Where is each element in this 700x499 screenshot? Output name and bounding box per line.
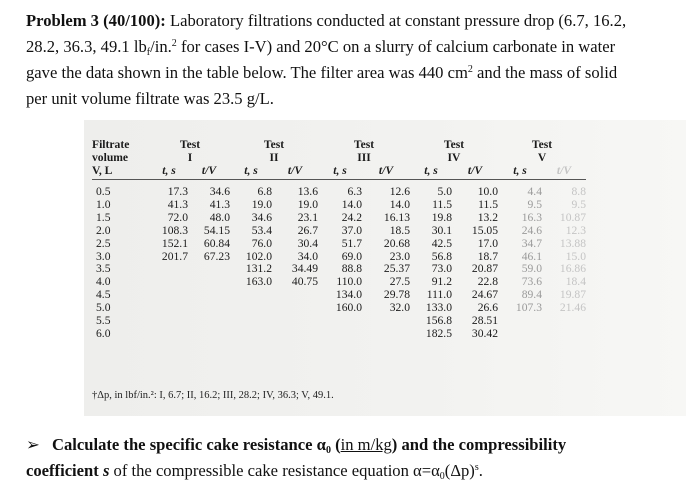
table-cell xyxy=(272,289,318,302)
units-text: in m/kg xyxy=(340,435,392,454)
test-3-ratio-header: t/V xyxy=(362,164,410,180)
table-cell: 19.87 xyxy=(559,288,586,302)
table-cell: 30.42 xyxy=(471,326,498,340)
test-5-header: Test V xyxy=(531,138,553,164)
table-cell: 16.86 xyxy=(559,262,586,276)
test-1-header: Test I xyxy=(179,138,201,164)
volume-cell: 0.5 xyxy=(96,185,111,198)
table-cell: 76.0 xyxy=(251,236,272,250)
test-2-time-header: t, s xyxy=(230,164,272,180)
test-5-time-header: t, s xyxy=(498,164,542,180)
test-4-header: Test IV xyxy=(443,138,465,164)
table-cell: 9.5 xyxy=(527,197,542,211)
table-cell xyxy=(188,315,230,328)
table-footnote: †Δp, in lbf/in.²: I, 6.7; II, 16.2; III, 28.2; IV, 36.3; V, 49.1. xyxy=(92,390,334,401)
table-cell: 34.6 xyxy=(209,185,230,198)
problem-heading: Problem 3 (40/100): xyxy=(26,11,166,30)
table-row xyxy=(92,225,586,238)
table-cell: 67.23 xyxy=(203,249,230,263)
table-cell: 25.37 xyxy=(383,262,410,276)
table-cell: 34.0 xyxy=(297,249,318,263)
volume-cell: 1.0 xyxy=(96,197,111,211)
table-cell: 12.6 xyxy=(389,185,410,198)
table-cell: 22.8 xyxy=(477,275,498,289)
test-5-ratio-header: t/V xyxy=(542,164,586,180)
table-cell: 23.0 xyxy=(389,249,410,263)
volume-cell: 2.5 xyxy=(96,236,111,250)
table-cell: 24.6 xyxy=(521,223,542,237)
table-cell: 133.0 xyxy=(425,301,452,315)
table-cell: 34.49 xyxy=(291,262,318,276)
volume-cell: 3.0 xyxy=(96,249,111,263)
table-cell xyxy=(542,328,586,341)
table-cell: 42.5 xyxy=(431,236,452,250)
table-cell xyxy=(362,328,410,341)
table-cell: 24.2 xyxy=(341,210,362,224)
table-cell: 53.4 xyxy=(251,223,272,237)
table-cell: 21.46 xyxy=(559,301,586,315)
problem-line-3: gave the data shown in the table below. The filter area was 440 $cm^2$ and the mass of solid xyxy=(26,63,618,82)
problem-line-1: Problem 3 (40/100): Laboratory filtrations conducted at constant pressure drop (6.7, 16.2, xyxy=(26,11,627,30)
table-cell: 12.3 xyxy=(565,223,586,237)
table-cell xyxy=(272,328,318,341)
volume-cell: 4.0 xyxy=(96,275,111,289)
table-header-row xyxy=(92,138,586,164)
table-cell: 6.3 xyxy=(347,185,362,198)
table-cell: 19.8 xyxy=(431,210,452,224)
table-cell xyxy=(272,315,318,328)
table-cell: 5.0 xyxy=(437,185,452,198)
test-1-ratio-header: t/V xyxy=(188,164,230,180)
table-cell: 18.5 xyxy=(389,223,410,237)
table-cell xyxy=(150,263,188,276)
table-cell: 27.5 xyxy=(389,275,410,289)
table-cell xyxy=(188,263,230,276)
table-cell xyxy=(150,315,188,328)
table-cell: 34.6 xyxy=(251,210,272,224)
table-cell xyxy=(150,328,188,341)
table-cell: 48.0 xyxy=(209,210,230,224)
test-4-ratio-header: t/V xyxy=(452,164,498,180)
table-cell xyxy=(230,328,272,341)
table-cell: 20.68 xyxy=(383,236,410,250)
table-cell: 102.0 xyxy=(245,249,272,263)
volume-cell: 3.5 xyxy=(96,262,111,276)
table-cell: 110.0 xyxy=(336,275,362,289)
table-cell: 60.84 xyxy=(203,236,230,250)
problem-line-4: per unit volume filtrate was 23.5 g/L. xyxy=(26,89,274,108)
table-cell: 9.5 xyxy=(571,197,586,211)
table-row xyxy=(92,328,586,341)
bullet-arrow-icon: ➢ xyxy=(26,435,40,454)
question: ➢ Calculate the specific cake resistance $\alpha_0$ (in m/kg) and the compressibility coefficient s of the compressible cake resistance equation $\alpha=\alpha_0(\Delta p)^s$. xyxy=(26,432,686,484)
problem-statement xyxy=(26,8,686,112)
table-cell: 17.3 xyxy=(167,185,188,198)
table-row xyxy=(92,212,586,225)
table-cell: 18.4 xyxy=(565,275,586,289)
table-cell: 73.6 xyxy=(521,275,542,289)
table-cell: 46.1 xyxy=(521,249,542,263)
table-cell: 163.0 xyxy=(245,275,272,289)
table-cell: 73.0 xyxy=(431,262,452,276)
table-cell: 14.0 xyxy=(341,197,362,211)
table-cell: 88.8 xyxy=(341,262,362,276)
table-cell: 156.8 xyxy=(425,314,452,328)
table-cell xyxy=(230,315,272,328)
table-cell xyxy=(272,302,318,315)
table-cell: 19.0 xyxy=(251,197,272,211)
table-cell: 160.0 xyxy=(335,301,362,315)
table-cell: 131.2 xyxy=(245,262,272,276)
table-row xyxy=(92,238,586,251)
table-cell: 30.1 xyxy=(431,223,452,237)
table-cell: 10.0 xyxy=(477,185,498,198)
table-cell: 15.05 xyxy=(471,223,498,237)
table-cell: 182.5 xyxy=(425,326,452,340)
table-cell: 14.0 xyxy=(389,197,410,211)
table-cell: 30.4 xyxy=(297,236,318,250)
volume-cell: 6.0 xyxy=(96,326,111,340)
table-cell xyxy=(188,276,230,289)
table-cell: 107.3 xyxy=(515,301,542,315)
table-row xyxy=(92,251,586,264)
test-2-ratio-header: t/V xyxy=(272,164,318,180)
table-cell: 16.13 xyxy=(383,210,410,224)
table-cell: 23.1 xyxy=(297,210,318,224)
volume-cell: 5.0 xyxy=(96,301,111,315)
table-cell xyxy=(542,315,586,328)
table-cell: 111.0 xyxy=(426,288,452,302)
table-cell: 56.8 xyxy=(431,249,452,263)
table-cell: 51.7 xyxy=(341,236,362,250)
table-cell: 13.88 xyxy=(559,236,586,250)
table-cell: 17.0 xyxy=(477,236,498,250)
table-cell: 59.0 xyxy=(521,262,542,276)
table-cell: 108.3 xyxy=(161,223,188,237)
table-cell xyxy=(362,315,410,328)
table-cell xyxy=(150,276,188,289)
table-cell: 41.3 xyxy=(167,197,188,211)
table-body xyxy=(92,180,586,341)
table-row xyxy=(92,315,586,328)
table-cell: 89.4 xyxy=(521,288,542,302)
table-cell: 37.0 xyxy=(341,223,362,237)
problem-line-2: 28.2, 36.3, 49.1 $lb_f/in.^2$ for cases I-V) and 20°C on a slurry of calcium carbonate in water xyxy=(26,37,616,58)
table-cell: 11.5 xyxy=(432,197,452,211)
test-4-time-header: t, s xyxy=(410,164,452,180)
volume-cell: 4.5 xyxy=(96,288,111,302)
table-subheader-row xyxy=(92,164,586,180)
table-cell: 11.5 xyxy=(478,197,498,211)
table-cell xyxy=(150,302,188,315)
table-cell: 24.67 xyxy=(471,288,498,302)
table-row xyxy=(92,302,586,315)
table-cell xyxy=(188,328,230,341)
table-row xyxy=(92,199,586,212)
table-cell: 41.3 xyxy=(209,197,230,211)
table-cell: 40.75 xyxy=(291,275,318,289)
volume-unit-header: V, L xyxy=(92,164,150,180)
data-table-photo xyxy=(84,120,686,416)
table-cell xyxy=(188,289,230,302)
table-cell: 29.78 xyxy=(383,288,410,302)
table-cell: 18.7 xyxy=(477,249,498,263)
test-3-header: Test III xyxy=(353,138,375,164)
table-cell: 34.7 xyxy=(521,236,542,250)
table-cell: 32.0 xyxy=(389,301,410,315)
table-cell: 134.0 xyxy=(335,288,362,302)
table-cell: 54.15 xyxy=(203,223,230,237)
table-cell: 8.8 xyxy=(571,185,586,198)
table-cell xyxy=(498,315,542,328)
table-cell: 201.7 xyxy=(161,249,188,263)
table-cell: 16.3 xyxy=(521,210,542,224)
table-cell: 15.0 xyxy=(565,249,586,263)
table-cell: 20.87 xyxy=(471,262,498,276)
volume-cell: 1.5 xyxy=(96,210,111,224)
table-cell: 26.6 xyxy=(477,301,498,315)
table-cell: 72.0 xyxy=(167,210,188,224)
table-cell xyxy=(150,289,188,302)
filtrate-volume-header: Filtrate volume xyxy=(92,138,130,164)
test-1-time-header: t, s xyxy=(150,164,188,180)
table-cell: 26.7 xyxy=(297,223,318,237)
table-cell xyxy=(498,328,542,341)
filtration-data-table xyxy=(92,138,586,341)
table-cell xyxy=(230,302,272,315)
table-cell: 69.0 xyxy=(341,249,362,263)
test-2-header: Test II xyxy=(263,138,285,164)
table-cell: 91.2 xyxy=(431,275,452,289)
table-cell: 28.51 xyxy=(471,314,498,328)
test-3-time-header: t, s xyxy=(318,164,362,180)
table-cell: 13.2 xyxy=(477,210,498,224)
table-cell: 19.0 xyxy=(297,197,318,211)
table-cell xyxy=(188,302,230,315)
table-cell xyxy=(318,315,362,328)
table-cell: 152.1 xyxy=(161,236,188,250)
table-row xyxy=(92,180,586,199)
volume-cell: 2.0 xyxy=(96,223,111,237)
table-cell xyxy=(318,328,362,341)
table-cell: 13.6 xyxy=(297,185,318,198)
table-cell: 4.4 xyxy=(527,185,542,198)
table-cell xyxy=(230,289,272,302)
table-cell: 6.8 xyxy=(257,185,272,198)
volume-cell: 5.5 xyxy=(96,314,111,328)
table-cell: 10.87 xyxy=(559,210,586,224)
